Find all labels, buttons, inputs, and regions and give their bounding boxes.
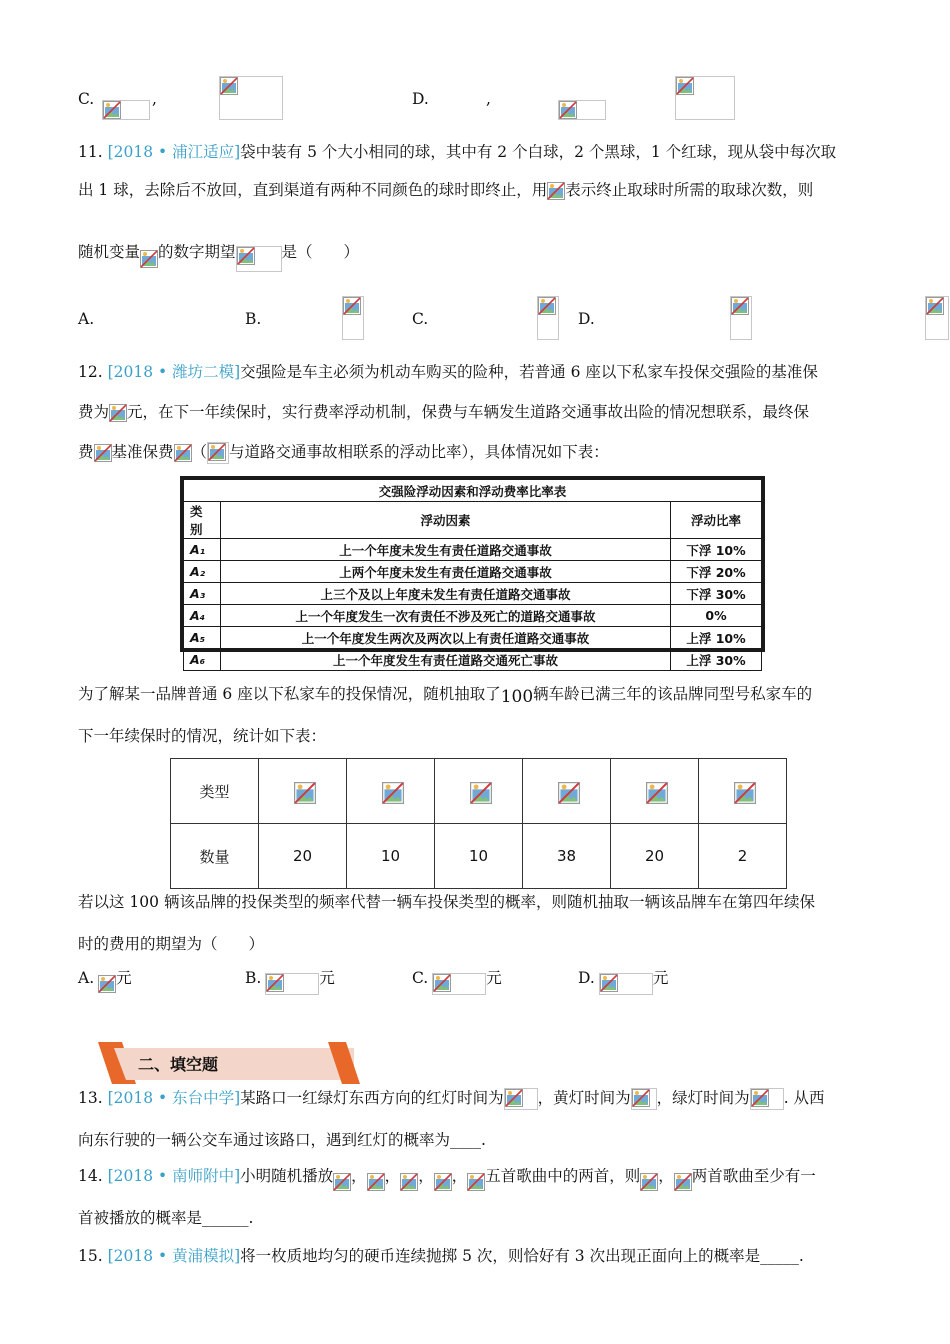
q12-line-7 <box>78 932 264 954</box>
question-number-inline: 100 <box>500 687 534 707</box>
broken-image-icon <box>731 297 749 315</box>
formula-image <box>265 973 319 995</box>
separator: ， <box>384 1167 401 1185</box>
option-label: B. <box>245 310 262 328</box>
source-tag: [2018 • 东台中学] <box>107 1089 241 1107</box>
q12-option-a <box>78 966 132 988</box>
table-cell: 38 <box>523 824 611 889</box>
question-text: 随机变量 <box>78 243 141 261</box>
question-text: 交强险是车主必须为机动车购买的险种，若普通 6 座以下私家车投保交强险的基准保 <box>240 363 818 381</box>
section-banner <box>92 1040 362 1086</box>
formula-image <box>504 1088 538 1110</box>
broken-image-icon <box>470 782 488 800</box>
table-cell <box>523 759 611 824</box>
broken-image-icon <box>547 182 565 200</box>
q11-line-1 <box>78 140 836 162</box>
option-label: A. <box>78 310 95 328</box>
question-text: 某路口一红绿灯东西方向的红灯时间为 <box>240 1089 504 1107</box>
table-cell: 上三个及以上年度未发生有责任道路交通事故 <box>221 583 671 605</box>
source-tag: [2018 • 黄浦模拟] <box>107 1247 241 1265</box>
table-cell: 2 <box>699 824 787 889</box>
broken-image-icon <box>676 77 694 95</box>
question-text: . 从西 <box>783 1089 825 1107</box>
q12-option-c <box>412 966 502 990</box>
q11-line-2 <box>78 178 813 200</box>
question-number: 11. <box>78 143 103 161</box>
table-cell: 20 <box>611 824 699 889</box>
table-cell: 上一个年度发生一次有责任不涉及死亡的道路交通事故 <box>221 605 671 627</box>
question-text: （ <box>191 443 208 461</box>
broken-image-icon <box>751 1089 769 1107</box>
table-header: 数量 <box>171 824 259 889</box>
question-text: 与道路交通事故相联系的浮动比率），具体情况如下表： <box>229 443 609 461</box>
formula-image <box>342 296 364 340</box>
question-text: 的数字期望 <box>158 243 236 261</box>
question-text: 下一年续保时的情况，统计如下表： <box>78 727 327 745</box>
option-label: C. <box>412 969 429 987</box>
q15-line-1 <box>78 1244 804 1266</box>
option-label: D. <box>412 90 429 108</box>
question-text: 小明随机播放 <box>240 1167 334 1185</box>
formula-image <box>675 76 735 120</box>
q12-line-2 <box>78 400 809 422</box>
table-cell: 上一个年度发生有责任道路交通死亡事故 <box>221 649 671 671</box>
table-cell: 下浮 20% <box>671 561 762 583</box>
broken-image-icon <box>467 1173 485 1191</box>
broken-image-icon <box>294 782 312 800</box>
table-row <box>184 583 762 605</box>
q12-line-6 <box>78 890 815 912</box>
question-text: 费为 <box>78 403 110 421</box>
question-text: 将一枚质地均匀的硬币连续抛掷 5 次，则恰好有 3 次出现正面向上的概率是_____. <box>240 1247 804 1265</box>
broken-image-icon <box>237 247 255 265</box>
separator: , <box>152 90 157 108</box>
table-header: 类型 <box>171 759 259 824</box>
broken-image-icon <box>734 782 752 800</box>
separator: ， <box>351 1167 367 1185</box>
table-cell <box>259 759 347 824</box>
unit-label: 元 <box>116 969 132 987</box>
broken-image-icon <box>220 77 238 95</box>
formula-image <box>558 100 606 120</box>
question-text: 是（ ） <box>281 243 360 261</box>
table-cell: 上一个年度未发生有责任道路交通事故 <box>221 539 671 561</box>
q13-line-2 <box>78 1128 486 1150</box>
q11-option-a <box>78 310 94 328</box>
question-text: 费 <box>78 443 94 461</box>
formula-image <box>207 442 229 464</box>
broken-image-icon <box>103 101 121 119</box>
q11-option-d <box>578 310 595 328</box>
table-cell: A₄ <box>184 605 221 627</box>
table-cell <box>611 759 699 824</box>
section-title: 二、填空题 <box>138 1055 219 1074</box>
broken-image-icon <box>333 1173 351 1191</box>
question-text: 向东行驶的一辆公交车通过该路口，遇到红灯的概率为____. <box>78 1131 486 1149</box>
formula-image <box>537 296 559 340</box>
table-cell: 10 <box>435 824 523 889</box>
table-cell: A₃ <box>184 583 221 605</box>
table-cell: 0% <box>671 605 762 627</box>
broken-image-icon <box>400 1173 418 1191</box>
question-text: 出 1 球，去除后不放回，直到渠道有两种不同颜色的球时即终止，用 <box>78 181 548 199</box>
table-cell: 上浮 30% <box>671 649 762 671</box>
broken-image-icon <box>208 443 226 461</box>
broken-image-icon <box>674 1173 692 1191</box>
question-text: 袋中装有 5 个大小相同的球，其中有 2 个白球，2 个黑球，1 个红球，现从袋中每次取 <box>240 143 837 161</box>
table-header: 浮动比率 <box>671 502 762 539</box>
formula-image <box>730 296 752 340</box>
formula-image <box>219 76 283 120</box>
formula-image <box>631 1088 657 1110</box>
option-label: B. <box>245 969 262 987</box>
q12-option-d <box>578 966 668 990</box>
question-text: 辆车龄已满三年的该品牌同型号私家车的 <box>533 685 813 703</box>
question-text: ，绿灯时间为 <box>656 1089 750 1107</box>
separator: ， <box>418 1167 434 1185</box>
formula-image <box>925 296 949 340</box>
table-cell: A₅ <box>184 627 221 649</box>
table-cell: A₁ <box>184 539 221 561</box>
q12-line-1 <box>78 360 818 382</box>
broken-image-icon <box>505 1089 523 1107</box>
question-text: 若以这 100 辆该品牌的投保类型的频率代替一辆车投保类型的概率，则随机抽取一辆该品牌车在第四年续保 <box>78 893 815 911</box>
statistics-table <box>170 758 787 889</box>
broken-image-icon <box>266 974 284 992</box>
broken-image-icon <box>538 297 556 315</box>
rate-table-image <box>180 476 765 668</box>
table-row <box>184 627 762 649</box>
q11-line-3 <box>78 240 359 266</box>
question-text: 首被播放的概率是______. <box>78 1209 254 1227</box>
separator: ， <box>658 1167 674 1185</box>
table-header: 类别 <box>184 502 221 539</box>
formula-image <box>750 1088 784 1110</box>
q10-option-c <box>78 90 94 108</box>
table-cell: 上两个年度未发生有责任道路交通事故 <box>221 561 671 583</box>
source-tag: [2018 • 浦江适应] <box>107 143 241 161</box>
broken-image-icon <box>558 782 576 800</box>
question-text: 两首歌曲至少有一 <box>691 1167 816 1185</box>
option-label: A. <box>78 969 95 987</box>
question-text: ，黄灯时间为 <box>537 1089 631 1107</box>
q12-line-5 <box>78 724 326 746</box>
table-row <box>171 824 787 889</box>
broken-image-icon <box>98 975 116 993</box>
q10-option-d <box>412 90 429 108</box>
table-cell: 下浮 30% <box>671 583 762 605</box>
broken-image-icon <box>926 297 944 315</box>
option-label: C. <box>78 90 95 108</box>
table-cell: 下浮 10% <box>671 539 762 561</box>
q11-option-c <box>412 310 428 328</box>
question-number: 14. <box>78 1167 103 1185</box>
q13-line-1 <box>78 1086 825 1110</box>
table-header: 浮动因素 <box>221 502 671 539</box>
table-cell: 20 <box>259 824 347 889</box>
separator: , <box>486 90 491 108</box>
option-label: C. <box>412 310 429 328</box>
unit-label: 元 <box>652 969 669 987</box>
table-title: 交强险浮动因素和浮动费率比率表 <box>184 480 762 502</box>
q14-line-2 <box>78 1206 253 1228</box>
question-text: 基准保费 <box>111 443 174 461</box>
table-cell: A₂ <box>184 561 221 583</box>
unit-label: 元 <box>486 969 502 987</box>
broken-image-icon <box>343 297 361 315</box>
table-row <box>184 649 762 671</box>
separator: ， <box>451 1167 468 1185</box>
question-text: 元，在下一年续保时，实行费率浮动机制，保费与车辆发生道路交通事故出险的情况想联系，最终保 <box>127 403 810 421</box>
table-cell: 10 <box>347 824 435 889</box>
question-number: 15. <box>78 1247 103 1265</box>
table-cell <box>435 759 523 824</box>
broken-image-icon <box>140 250 158 268</box>
broken-image-icon <box>600 974 618 992</box>
unit-label: 元 <box>319 969 335 987</box>
question-number: 13. <box>78 1089 103 1107</box>
table-cell: 上浮 10% <box>671 627 762 649</box>
question-text: 为了解某一品牌普通 6 座以下私家车的投保情况，随机抽取了 <box>78 685 501 703</box>
source-tag: [2018 • 潍坊二模] <box>107 363 241 381</box>
formula-image <box>599 973 653 995</box>
broken-image-icon <box>433 974 451 992</box>
formula-image <box>102 100 150 120</box>
q12-line-3 <box>78 440 609 464</box>
table-row <box>184 539 762 561</box>
broken-image-icon <box>367 1173 385 1191</box>
table-cell <box>699 759 787 824</box>
source-tag: [2018 • 南师附中] <box>107 1167 241 1185</box>
table-row <box>171 759 787 824</box>
question-number: 12. <box>78 363 103 381</box>
broken-image-icon <box>434 1173 452 1191</box>
broken-image-icon <box>382 782 400 800</box>
broken-image-icon <box>640 1173 658 1191</box>
question-text: 表示终止取球时所需的取球次数，则 <box>565 181 814 199</box>
broken-image-icon <box>646 782 664 800</box>
q11-option-b <box>245 310 261 328</box>
broken-image-icon <box>109 404 127 422</box>
table-row <box>184 561 762 583</box>
broken-image-icon <box>174 444 192 462</box>
broken-image-icon <box>94 444 112 462</box>
option-label: D. <box>578 310 595 328</box>
table-cell: A₆ <box>184 649 221 671</box>
q12-option-b <box>245 966 335 990</box>
formula-image <box>432 973 486 995</box>
broken-image-icon <box>559 101 577 119</box>
table-cell: 上一个年度发生两次及两次以上有责任道路交通事故 <box>221 627 671 649</box>
question-text: 五首歌曲中的两首，则 <box>485 1167 641 1185</box>
formula-image <box>236 246 282 272</box>
q12-line-4 <box>78 682 813 707</box>
table-row <box>184 605 762 627</box>
question-text: 时的费用的期望为（ ） <box>78 935 265 953</box>
banner-ribbon-icon <box>92 1040 362 1086</box>
broken-image-icon <box>632 1089 650 1107</box>
option-label: D. <box>578 969 595 987</box>
table-cell <box>347 759 435 824</box>
q14-line-1 <box>78 1164 816 1186</box>
